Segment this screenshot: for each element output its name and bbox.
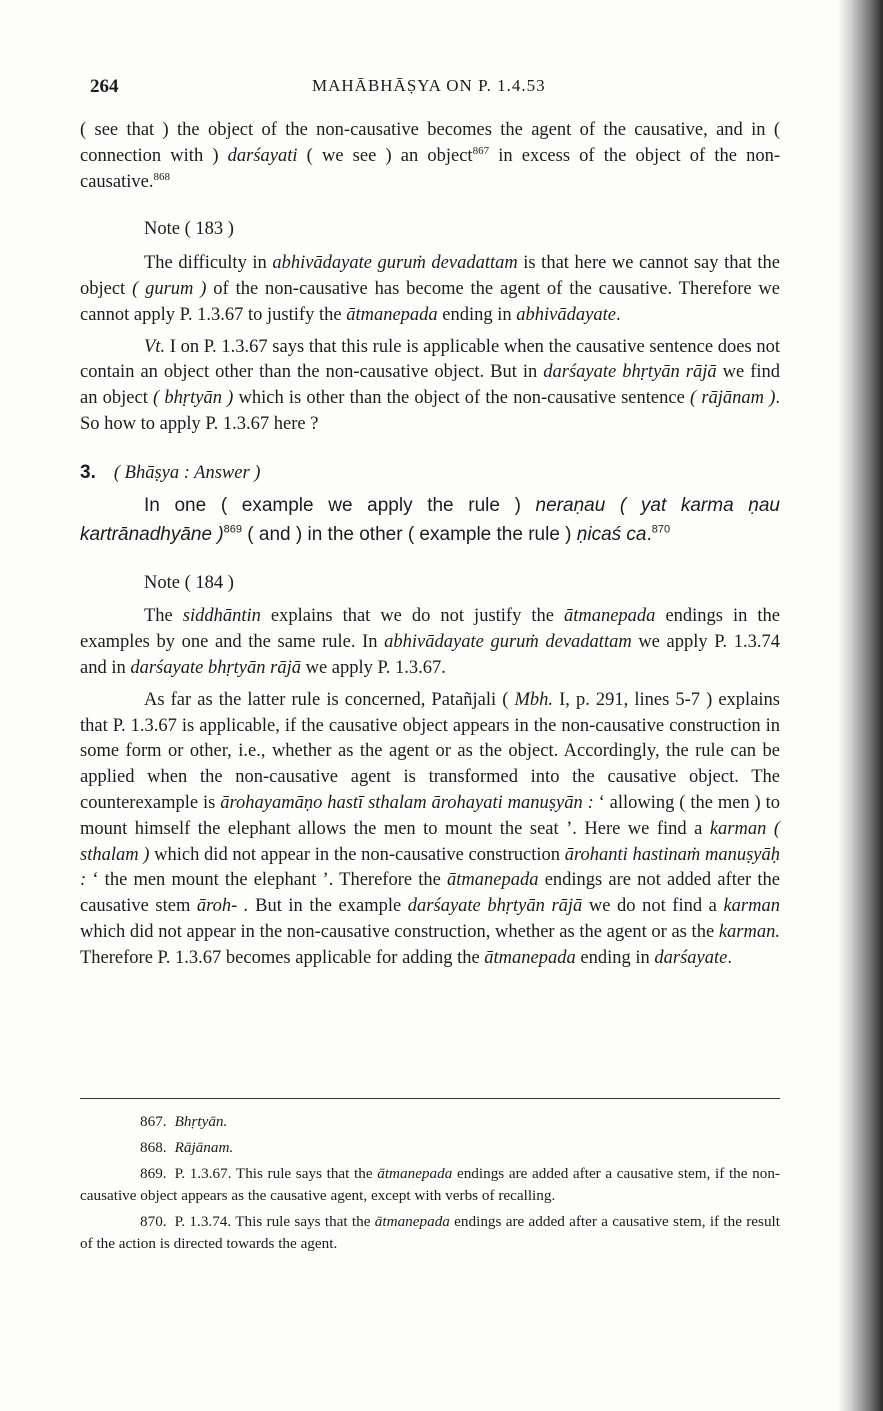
scanned-page-edge-shadow [838, 0, 883, 1411]
section-number: 3. [80, 461, 96, 483]
section-label: ( Bhāṣya : Answer ) [113, 462, 261, 483]
note-184-paragraph-1: The siddhāntin explains that we do not justify the ātmanepada endings in the examples by one and the same rule. In abhivādayate guruṁ devadattam we apply P. 1.3.74 and in darśayate bhṛtyān rājā we apply P. 1.3.67. [80, 606, 781, 678]
paragraph-intro: ( see that ) the object of the non-causative becomes the agent of the causative, and in ( connection with ) darśayati ( we see ) an object$^{867}$ in excess of the object of the non-causative.$^{868}$ [80, 120, 780, 192]
note-183-paragraph-2: Vt. I on P. 1.3.67 says that this rule is applicable when the causative sentence does not contain an object other than the non-causative object. But in darśayate bhṛtyān rājā we find an object ( bhṛtyān ) which is other than the object of the non-causative sentence ( rājānam ). So how to apply P. 1.3.67 here ? [80, 336, 780, 434]
running-head: MAHĀBHĀṢYA ON P. 1.4.53 [312, 76, 546, 95]
main-text [80, 118, 780, 972]
note-183-heading: Note ( 183 ) [144, 219, 234, 240]
footnote-869: 869. P. 1.3.67. This rule says that the ātmanepada endings are added after a causative stem, if the non-causative object appears as the causative agent, except with verbs of recalling. [80, 1165, 780, 1204]
section-3-heading [80, 460, 780, 487]
footnote-867: 867. Bhṛtyān. [140, 1113, 228, 1130]
footnotes [80, 1111, 780, 1259]
footnote-ref-870[interactable]: 870 [651, 523, 671, 536]
note-184-paragraph-2: As far as the latter rule is concerned, Patañjali ( Mbh. I, p. 291, lines 5-7 ) explains that P. 1.3.67 is applicable, if the causative object appears in the non-causative construction in some form or other, i.e., whether as the agent or as the object. Accordingly, the rule can be applied when the non-causative agent is transformed into the causative object. The counterexample is ārohayamāṇo hastī sthalam ārohayati manuṣyān : ‘ allowing ( the men ) to mount himself the elephant allows the men to mount the seat ’. Here we find a karman ( sthalam ) which did not appear in the non-causative construction ārohanti hastinaṁ manuṣyāḥ : ‘ the men mount the elephant ’. Therefore the ātmanepada endings are not added after the causative stem āroh- . But in the example darśayate bhṛtyān rājā we do not find a karman which did not appear in the non-causative construction, whether as the agent or as the karman. Therefore P. 1.3.67 becomes applicable for adding the ātmanepada ending in darśayate. [80, 689, 781, 968]
section-3-answer: In one ( example we apply the rule ) neraṇau ( yat karma ṇau kartrānadhyāne )$^{869}$ ( and ) in the other ( example the rule ) ṇicaś ca.$^{870}$ [80, 494, 780, 545]
footnote-870: 870. P. 1.3.74. This rule says that the ātmanepada endings are added after a causative stem, if the result of the action is directed towards the agent. [80, 1213, 780, 1252]
footnote-868: 868. Rājānam. [140, 1139, 234, 1156]
footnote-divider [80, 1098, 780, 1099]
page-header [80, 76, 780, 106]
note-184-heading: Note ( 184 ) [144, 572, 234, 593]
page-number: 264 [90, 76, 119, 97]
footnote-ref-869[interactable]: 869 [223, 523, 243, 536]
footnote-ref-868[interactable]: 868 [153, 170, 170, 183]
footnote-ref-867[interactable]: 867 [472, 144, 490, 157]
note-183-paragraph-1: The difficulty in abhivādayate guruṁ devadattam is that here we cannot say that the object ( gurum ) of the non-causative has become the agent of the causative. Therefore we cannot apply P. 1.3.67 to justify the ātmanepada ending in abhivādayate. [80, 253, 780, 325]
